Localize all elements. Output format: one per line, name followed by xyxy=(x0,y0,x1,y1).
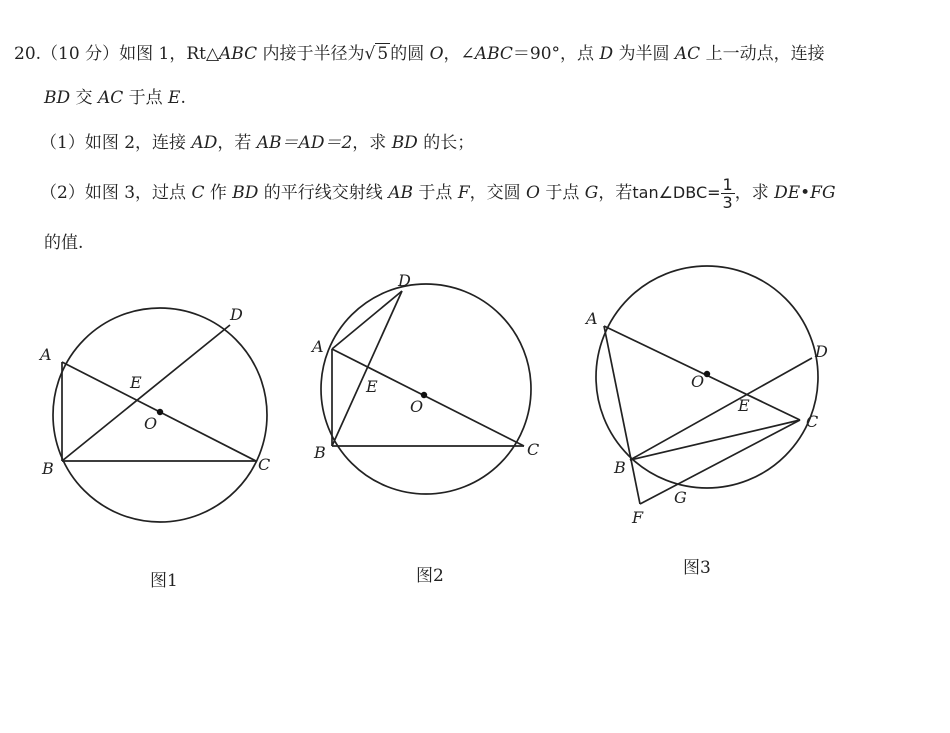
fig3-label-d: D xyxy=(815,342,828,361)
sqrt-radicand: 5 xyxy=(377,44,389,64)
fig3-center-dot xyxy=(704,371,710,377)
fig3-segment-bd xyxy=(630,358,812,460)
math-var: AC xyxy=(674,44,701,64)
fig3-segment-fc xyxy=(640,420,800,504)
fig1-segment-bd xyxy=(62,325,230,461)
math-var: O xyxy=(526,183,540,203)
text-segment: 的平行线交射线 xyxy=(258,183,389,203)
math-var: AC xyxy=(97,88,124,108)
text-segment: ＝90°，点 xyxy=(512,44,600,64)
fig2-caption: 图2 xyxy=(416,566,444,586)
fig2-label-a: A xyxy=(312,337,324,356)
text-segment: . xyxy=(180,88,186,108)
math-var: BD xyxy=(391,133,418,153)
text-segment: 的长； xyxy=(417,133,475,153)
fig2-label-e: E xyxy=(366,377,378,396)
fraction-denominator: 3 xyxy=(722,193,733,212)
fig2-label-o: O xyxy=(410,397,424,416)
text-segment: 的圆 xyxy=(390,44,430,64)
fig3-label-o: O xyxy=(691,372,705,391)
text-segment: ，若 xyxy=(598,183,633,203)
math-var: E xyxy=(168,88,181,108)
text-segment: ，若 xyxy=(217,133,257,153)
math-expression: DE•FG xyxy=(774,183,836,203)
text-segment: （2）如图 3，过点 xyxy=(40,183,192,203)
math-var: G xyxy=(584,183,599,203)
math-var: ABC xyxy=(219,44,258,64)
problem-number: 20. xyxy=(14,44,42,64)
fig2-label-b: B xyxy=(314,443,326,462)
fig1-caption: 图1 xyxy=(150,571,178,591)
text-segment: 的值. xyxy=(44,233,84,253)
math-var: ABC xyxy=(474,44,513,64)
fig3-caption: 图3 xyxy=(683,558,711,578)
sqrt-expression: √ 5 xyxy=(364,44,389,64)
figure-2 xyxy=(321,284,531,494)
text-segment: ，∠ xyxy=(443,44,475,64)
fig1-center-dot xyxy=(157,409,163,415)
fig3-label-f: F xyxy=(632,508,644,527)
math-var: F xyxy=(457,183,470,203)
fig2-segment-bd xyxy=(332,291,402,446)
fraction-numerator: 1 xyxy=(722,175,733,194)
fig3-label-g: G xyxy=(674,488,687,507)
text-segment: 为半圆 xyxy=(613,44,675,64)
figure-3 xyxy=(596,266,818,504)
math-var: D xyxy=(599,44,614,64)
fig1-label-c: C xyxy=(258,455,271,474)
math-var: BD xyxy=(232,183,259,203)
math-var: AD xyxy=(191,133,218,153)
text-segment: 交 xyxy=(70,88,98,108)
text-segment: 内接于半径为 xyxy=(257,44,365,64)
math-expression: AB＝AD＝2 xyxy=(256,133,353,153)
problem-score: （10 分） xyxy=(41,44,120,64)
tan-expression: tan∠DBC= xyxy=(632,183,721,202)
fig3-segment-bc xyxy=(630,420,800,460)
fig3-label-b: B xyxy=(614,458,626,477)
fig1-label-o: O xyxy=(144,414,158,433)
fig2-label-c: C xyxy=(527,440,540,459)
fig1-label-b: B xyxy=(42,459,54,478)
text-segment: ，交圆 xyxy=(469,183,527,203)
text-segment: 上一动点，连接 xyxy=(700,44,825,64)
math-var: BD xyxy=(44,88,71,108)
fig1-label-d: D xyxy=(230,305,243,324)
fig3-label-c: C xyxy=(806,412,819,431)
fig1-label-a: A xyxy=(40,345,52,364)
math-var: O xyxy=(429,44,444,64)
text-segment: （1）如图 2，连接 xyxy=(40,133,192,153)
text-segment: 于点 xyxy=(413,183,458,203)
fig2-label-d: D xyxy=(398,271,411,290)
math-var: C xyxy=(191,183,205,203)
fig3-label-e: E xyxy=(738,396,750,415)
fig2-circle xyxy=(321,284,531,494)
text-segment: 于点 xyxy=(123,88,169,108)
text-segment: 于点 xyxy=(539,183,585,203)
fig3-label-a: A xyxy=(586,309,598,328)
text-segment: 作 xyxy=(204,183,233,203)
fig3-segment-af xyxy=(604,326,640,504)
fig2-segment-ac xyxy=(332,349,524,446)
text-segment: ，求 xyxy=(352,133,392,153)
math-var: AB xyxy=(388,183,413,203)
fig1-label-e: E xyxy=(130,373,142,392)
fig2-segment-ad xyxy=(332,291,402,349)
text-segment: 如图 1，Rt△ xyxy=(119,44,220,64)
text-segment: ，求 xyxy=(734,183,775,203)
